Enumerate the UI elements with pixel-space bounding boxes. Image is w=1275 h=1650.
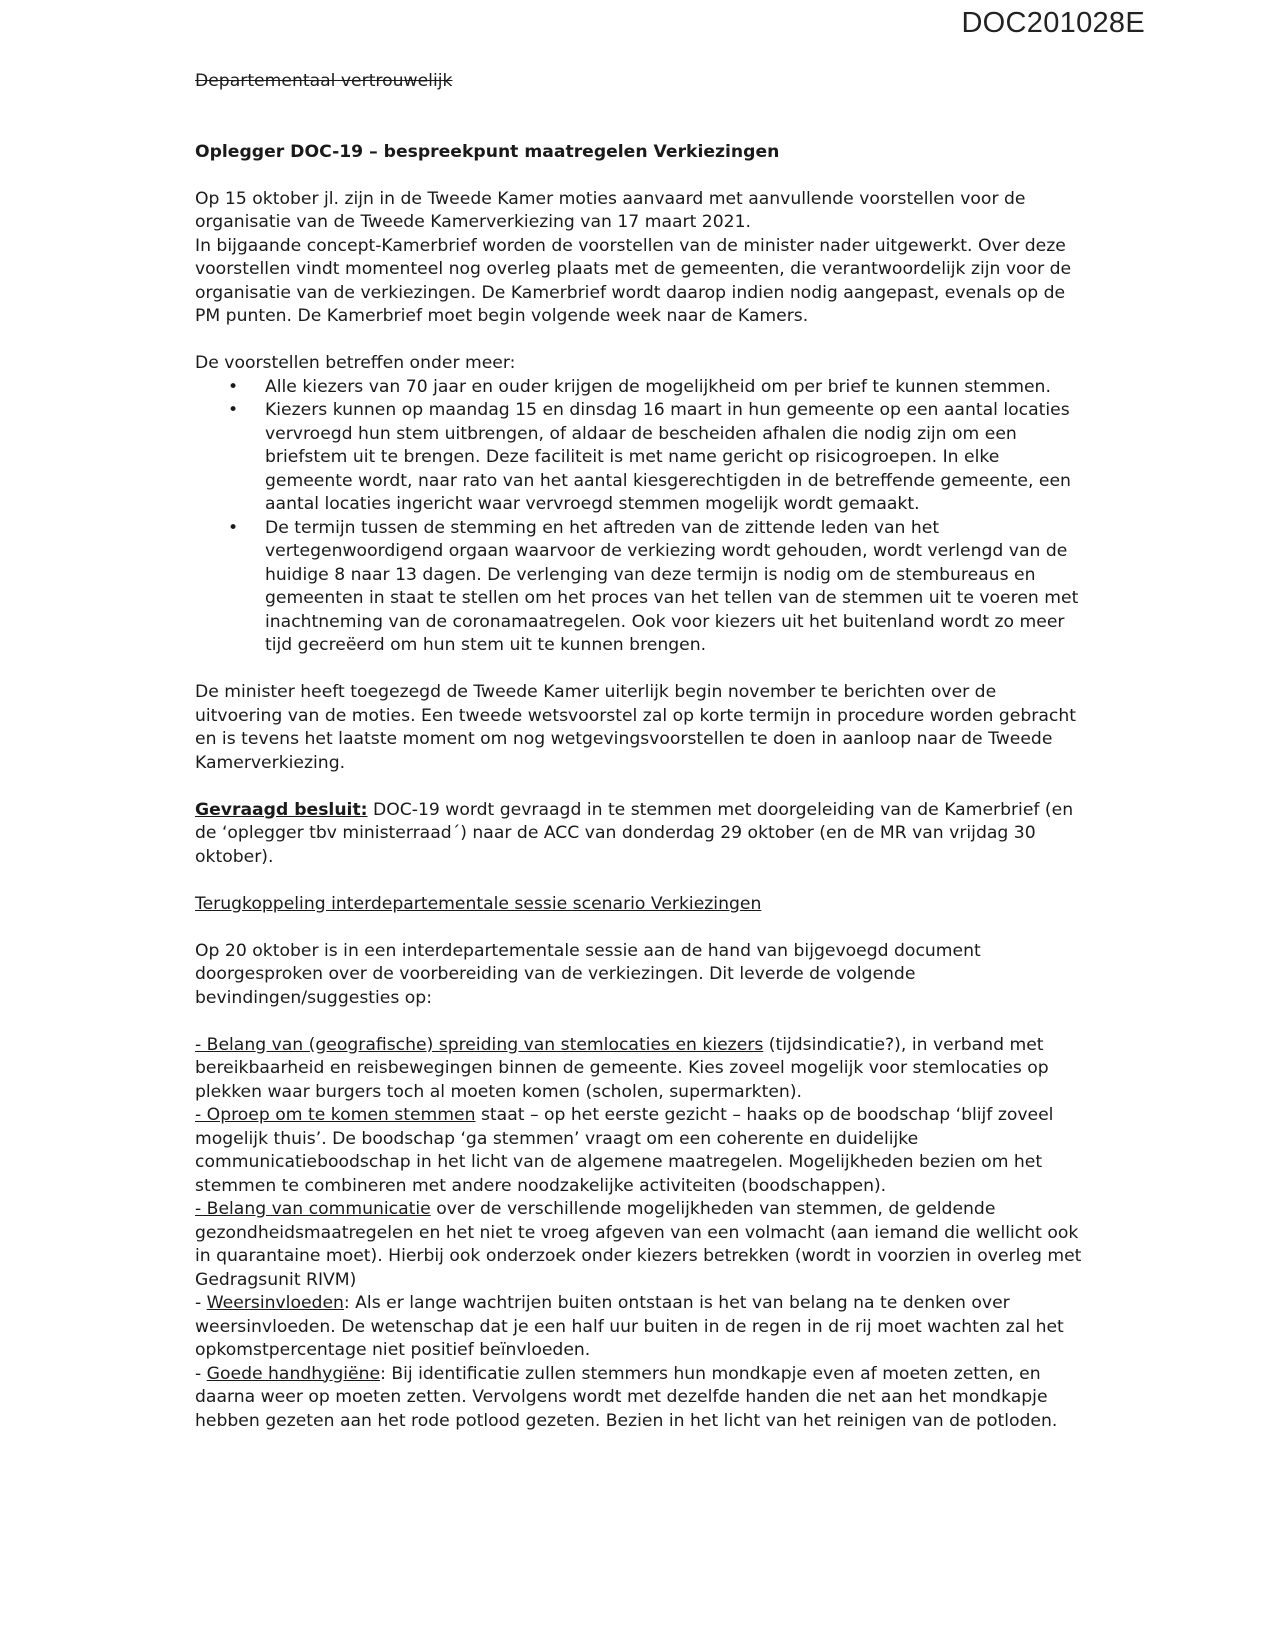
list-item-text: Alle kiezers van 70 jaar en ouder krijgen de mogelijkheid om per brief te kunnen stemmen. bbox=[265, 376, 1051, 397]
intro-paragraph-2: In bijgaande concept-Kamerbrief worden de voorstellen van de minister nader uitgewerkt. Over deze voorstellen vindt momenteel nog overleg plaats met de gemeenten, die verantwoordelijk zijn voor de organisatie van de verkiezingen. De Kamerbrief wordt daarop indien nodig aangepast, evenals op de PM punten. De Kamerbrief moet begin volgende week naar de Kamers. bbox=[195, 235, 1072, 326]
finding-prefix: - bbox=[195, 1363, 207, 1384]
finding-prefix: - bbox=[195, 1293, 207, 1313]
bullet-marker: • bbox=[228, 400, 239, 420]
finding-item bbox=[195, 1104, 1085, 1198]
finding-text: : Bij identificatie zullen stemmers hun mondkapje even af moeten zetten, en daarna weer op moeten zetten. Vervolgens wordt met dezelfde handen die net aan het mondkapje hebben gezeten aan het rode potlood gezeten. Bezien in het licht van het reinigen van de potloden. bbox=[195, 1363, 1058, 1431]
finding-text: over de verschillende mogelijkheden van stemmen, de geldende gezondheidsmaatregelen en het niet te vroeg afgeven van een volmacht (aan iemand die wellicht ook in quarantaine moet). Hierbij ook onderzoek onder kiezers betrekken (wordt in voorzien in overleg met Gedragsunit RIVM) bbox=[195, 1199, 1082, 1290]
finding-item bbox=[195, 1363, 1085, 1434]
proposals-lead: De voorstellen betreffen onder meer: bbox=[195, 353, 516, 373]
finding-label: - Belang van (geografische) spreiding van stemlocaties en kiezers bbox=[195, 1034, 764, 1055]
list-item-text: Kiezers kunnen op maandag 15 en dinsdag 16 maart in hun gemeente op een aantal locaties vervroegd hun stem uitbrengen, of aldaar de bescheiden afhalen die nodig zijn om een briefstem uit te brengen. Deze faciliteit is met name gericht op risicogroepen. In elke gemeente wordt, naar rato van het aantal kiesgerechtigden in de betreffende gemeente, een aantal locaties ingericht waar vervroegd stemmen mogelijk wordt gemaakt. bbox=[265, 400, 1071, 514]
decision-paragraph bbox=[195, 799, 1085, 870]
decision-label: Gevraagd besluit: bbox=[195, 799, 368, 820]
feedback-intro: Op 20 oktober is in een interdepartementale sessie aan de hand van bijgevoegd document doorgesproken over de voorbereiding van de verkiezingen. Dit leverde de volgende bevindingen/suggesties op: bbox=[195, 940, 981, 1008]
list-item bbox=[228, 376, 1085, 400]
document-body bbox=[195, 70, 1085, 1433]
finding-item bbox=[195, 1292, 1085, 1363]
bullet-marker: • bbox=[228, 376, 239, 397]
finding-label: - Oproep om te komen stemmen bbox=[195, 1105, 476, 1125]
bullet-marker: • bbox=[228, 517, 239, 538]
document-id: DOC201028E bbox=[961, 7, 1145, 39]
finding-item bbox=[195, 1198, 1085, 1292]
feedback-heading: Terugkoppeling interdepartementale sessie scenario Verkiezingen bbox=[195, 893, 762, 914]
finding-label: - Belang van communicatie bbox=[195, 1199, 431, 1219]
finding-text: staat – op het eerste gezicht – haaks op de boodschap ‘blijf zoveel mogelijk thuis’. De boodschap ‘ga stemmen’ vraagt om een coherente en duidelijke communicatieboodschap in het licht van de algemene maatregelen. Mogelijkheden bezien om het stemmen te combineren met andere noodzakelijke activiteiten (boodschappen). bbox=[195, 1105, 1054, 1196]
intro-paragraph-1: Op 15 oktober jl. zijn in de Tweede Kamer moties aanvaard met aanvullende voorstellen voor de organisatie van de Tweede Kamerverkiezing van 17 maart 2021. bbox=[195, 188, 1026, 232]
finding-text: : Als er lange wachtrijen buiten ontstaan is het van belang na te denken over weersinvloeden. De wetenschap dat je een half uur buiten in de regen in de rij moet wachten zal het opkomstpercentage niet positief beïnvloeden. bbox=[195, 1293, 1064, 1360]
finding-label: Weersinvloeden bbox=[206, 1293, 344, 1313]
list-item bbox=[228, 517, 1085, 658]
list-item bbox=[228, 399, 1085, 517]
list-item-text: De termijn tussen de stemming en het aftreden van de zittende leden van het vertegenwoordigend orgaan waarvoor de verkiezing wordt gehouden, wordt verlengd van de huidige 8 naar 13 dagen. De verlenging van deze termijn is nodig om de stembureaus en gemeenten in staat te stellen om het proces van het tellen van de stemmen uit te voeren met inachtneming van de coronamaatregelen. Ook voor kiezers uit het buitenland wordt zo meer tijd gecreëerd om hun stem uit te kunnen brengen. bbox=[265, 517, 1079, 655]
confidentiality-marking: Departementaal vertrouwelijk bbox=[195, 71, 453, 91]
document-title: Oplegger DOC-19 – bespreekpunt maatregelen Verkiezingen bbox=[195, 141, 780, 162]
proposals-list bbox=[195, 376, 1085, 658]
finding-item bbox=[195, 1034, 1085, 1105]
decision-text: DOC-19 wordt gevraagd in te stemmen met doorgeleiding van de Kamerbrief (en de ‘oplegger tbv ministerraad´) naar de ACC van donderdag 29 oktober (en de MR van vrijdag 30 oktober). bbox=[195, 799, 1074, 867]
finding-label: Goede handhygiëne bbox=[206, 1363, 381, 1384]
minister-paragraph: De minister heeft toegezegd de Tweede Kamer uiterlijk begin november te berichten over de uitvoering van de moties. Een tweede wetsvoorstel zal op korte termijn in procedure worden gebracht en is tevens het laatste moment om nog wetgevingsvoorstellen te doen in aanloop naar de Tweede Kamerverkiezing. bbox=[195, 682, 1076, 773]
finding-text: (tijdsindicatie?), in verband met bereikbaarheid en reisbewegingen binnen de gemeente. Kies zoveel mogelijk voor stemlocaties op plekken waar burgers toch al moeten komen (scholen, supermarkten). bbox=[195, 1034, 1049, 1102]
